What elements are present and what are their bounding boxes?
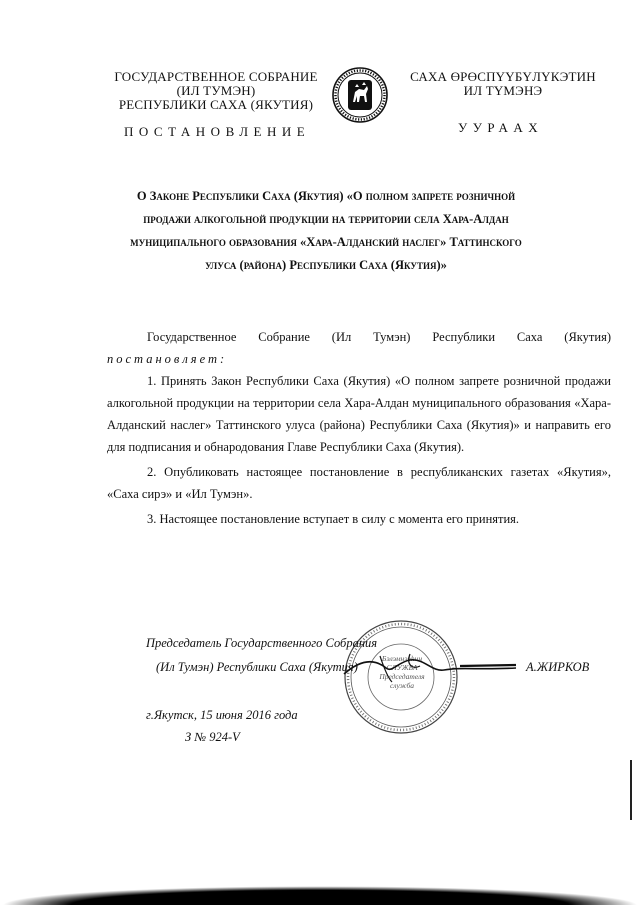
title-line4: улуса (района) Республики Саха (Якутия)» (205, 258, 447, 272)
org-name-ru-line3: РЕСПУБЛИКИ САХА (ЯКУТИЯ) (118, 97, 314, 112)
coat-of-arms-icon (331, 66, 389, 124)
intro-text: Государственное Собрание (Ил Тумэн) Республики Саха (Якутия) (147, 330, 611, 344)
document-title (96, 185, 556, 277)
org-name-ru-line2: (ИЛ ТУМЭН) (176, 83, 256, 98)
scan-edge-shadow (0, 886, 640, 905)
doc-type-ru: ПОСТАНОВЛЕНИЕ (124, 124, 311, 139)
item-3: 3. Настоящее постановление вступает в силу с момента его принятия. (147, 512, 520, 526)
stamp-line3: Председателя (379, 672, 425, 681)
item-1: 1. Принять Закон Республики Саха (Якутия) «О полном запрете розничной продажи алкогольной продукции на территории села Хара-Алдан муниципального образования «Хара-Алданский наслег» Таттинского улуса (района) Республики Саха (Якутия)» и направить его для подписания и обнародования Главе Республики Саха (Якутия). (107, 374, 611, 454)
item-2: 2. Опубликовать настоящее постановление в республиканских газетах «Якутия», «Саха сирэ» и «Ил Тумэн». (107, 465, 611, 501)
stamp-line4: служба (389, 681, 415, 690)
document-number: З № 924-V (185, 730, 240, 744)
doc-type-sakha: УУРААХ (458, 120, 544, 135)
title-line2: продажи алкогольной продукции на территории села Хара-Алдан (143, 212, 509, 226)
signer-position-line2: (Ил Тумэн) Республики Саха (Якутия) (156, 660, 358, 674)
place-date: г.Якутск, 15 июня 2016 года (146, 708, 298, 722)
resolves-text: постановляет: (107, 352, 228, 366)
title-line3: муниципального образования «Хара-Алданский наслег» Таттинского (130, 235, 522, 249)
org-name-ru-line1: ГОСУДАРСТВЕННОЕ СОБРАНИЕ (114, 69, 318, 84)
stamp-line1: Бэлэмнээһин (381, 654, 423, 663)
handwritten-signature (340, 648, 520, 684)
title-line1: О Законе Республики Саха (Якутия) «О полном запрете розничной (136, 189, 516, 203)
signer-position-line1: Председатель Государственного Собрания (146, 636, 378, 650)
document-body (107, 326, 611, 530)
header-right (397, 70, 609, 98)
org-name-sakha-line1: САХА ӨРӨСПҮҮБҮЛҮКЭТИН (410, 69, 596, 84)
stamp-line2: СЛУЖБА (386, 663, 418, 672)
org-name-sakha-line2: ИЛ ТҮМЭНЭ (463, 83, 543, 98)
signer-name: А.ЖИРКОВ (526, 660, 590, 674)
header-left (96, 70, 336, 112)
scan-edge-mark (630, 760, 632, 820)
